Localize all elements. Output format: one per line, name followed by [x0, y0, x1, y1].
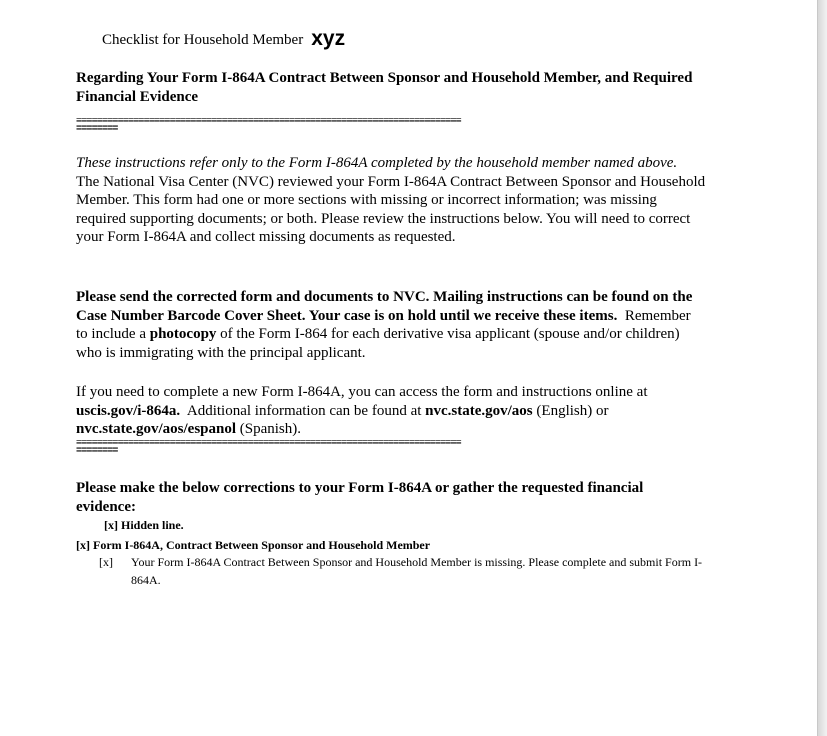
intro-text: The National Visa Center (NVC) reviewed your Form I-864A Contract Between Sponsor and Household Member. This form had one or more sections with missing or incorrect information; was missing required supporting documents; or both. Please review the instructions below. You will need to correct your Form I-864A and collect missing documents as requested. [76, 173, 706, 245]
page-edge-shadow [818, 0, 827, 736]
checklist-label: Checklist for Household Member [102, 32, 304, 48]
mailing-bold: Please send the corrected form and documents to NVC. Mailing instructions can be found on the Case Number Barcode Cover Sheet. Your case is on hold until we receive these items. [76, 289, 693, 324]
separator-line: ========================================================================== [76, 440, 461, 448]
mailing-bold-word: photocopy [149, 326, 217, 342]
new-form-text-1: If you need to complete a new Form I-864A, you can access the form and instructions online at [76, 384, 648, 400]
new-form-text-3: (English) or [536, 402, 609, 419]
form-i864a-item-text: Your Form I-864A Contract Between Sponsor and Household Member is missing. Please complete and submit Form I-864A. [131, 555, 703, 587]
new-form-text-2: Additional information can be found at [186, 402, 422, 419]
new-form-paragraph [76, 383, 706, 439]
household-member-name: xyz [311, 27, 346, 50]
separator [76, 440, 706, 456]
separator [76, 118, 706, 134]
mailing-text-before: Remember to include a [76, 307, 691, 342]
mailing-paragraph [76, 288, 706, 362]
corrections-title: Please make the below corrections to your Form I-864A or gather the requested financial evidence: [76, 480, 644, 515]
intro-paragraph [76, 154, 706, 247]
separator-line-short: ======== [76, 446, 118, 456]
form-i864a-item-title: [x] Form I-864A, Contract Between Sponsor and Household Member [76, 538, 431, 552]
checklist-header [102, 26, 345, 50]
uscis-link[interactable]: uscis.gov/i-864a. [76, 402, 181, 419]
mailing-text-after: of the Form I-864 for each derivative visa applicant (spouse and/or children) who is immigrating with the principal applicant. [76, 326, 680, 361]
hidden-line-item: [x] Hidden line. [104, 518, 184, 532]
nvc-aos-link[interactable]: nvc.state.gov/aos [425, 402, 533, 419]
separator-line: ========================================================================== [76, 118, 461, 126]
form-i864a-item-checkbox: [x] [99, 555, 113, 569]
new-form-text-4: (Spanish). [239, 421, 302, 437]
nvc-espanol-link[interactable]: nvc.state.gov/aos/espanol [76, 421, 237, 437]
document-title: Regarding Your Form I-864A Contract Between Sponsor and Household Member, and Required Financial Evidence [76, 70, 693, 105]
intro-italic: These instructions refer only to the Form I-864A completed by the household member named above. [76, 155, 678, 171]
separator-line-short: ======== [76, 124, 118, 134]
